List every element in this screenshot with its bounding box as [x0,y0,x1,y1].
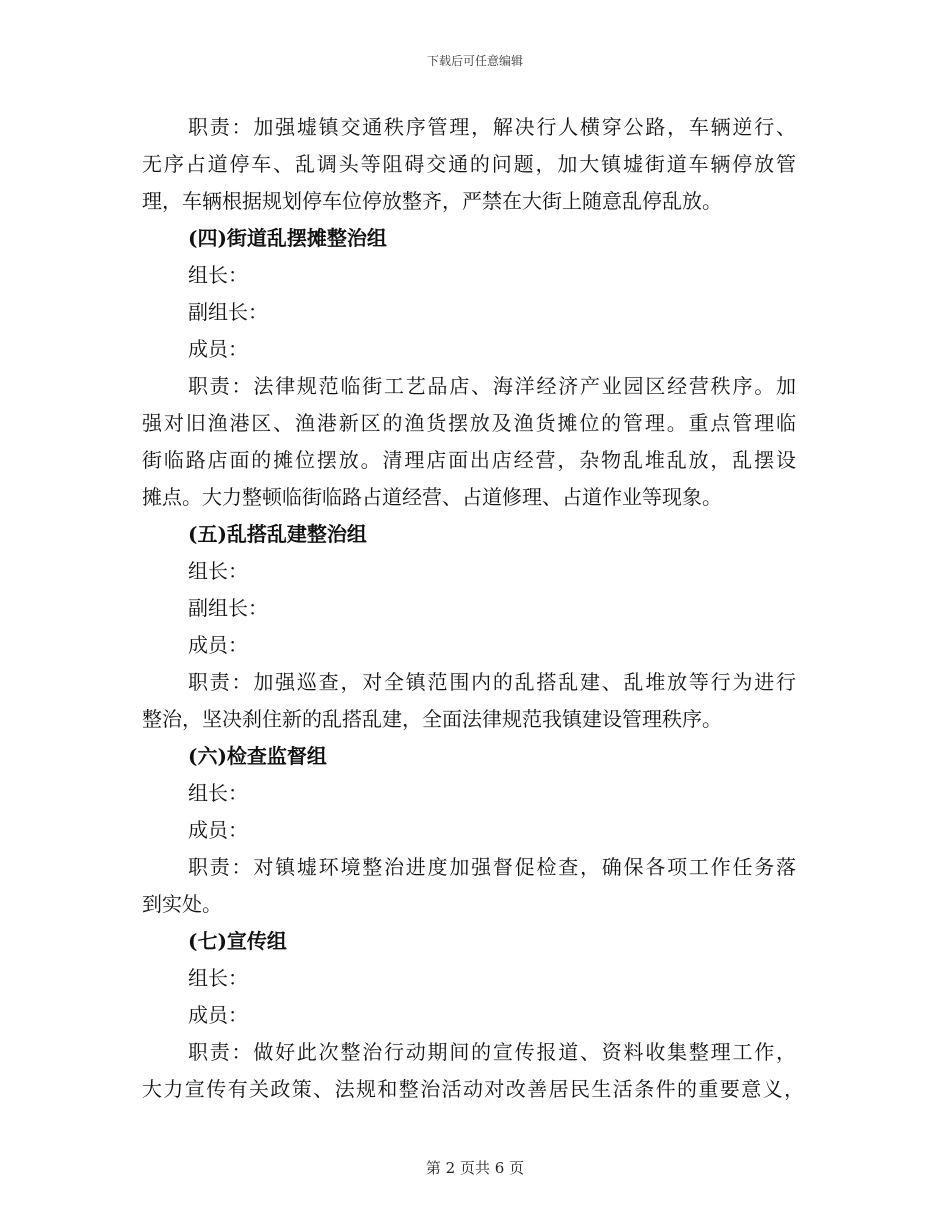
field-label: 成员： [188,633,248,657]
section-heading: (六)检查监督组 [188,744,327,768]
paragraph-line: 职责：对镇墟环境整治进度加强督促检查，确保各项工作任务落 [188,855,796,879]
paragraph-line: 强对旧渔港区、渔港新区的渔货摆放及渔货摊位的管理。重点管理临 [142,411,796,435]
field-label: 副组长： [188,596,268,620]
paragraph-line: 理，车辆根据规划停车位停放整齐，严禁在大街上随意乱停乱放。 [142,189,722,213]
field-label: 组长： [188,781,248,805]
field-label: 成员： [188,818,248,842]
section-heading: (五)乱搭乱建整治组 [188,522,367,546]
paragraph-line: 大力宣传有关政策、法规和整治活动对改善居民生活条件的重要意义， [142,1077,804,1101]
field-label: 组长： [188,263,248,287]
paragraph-line: 整治，坚决刹住新的乱搭乱建，全面法律规范我镇建设管理秩序。 [142,707,722,731]
paragraph-line: 职责：做好此次整治行动期间的宣传报道、资料收集整理工作， [188,1040,796,1064]
section-heading: (七)宣传组 [188,929,287,953]
paragraph-line: 职责：加强墟镇交通秩序管理，解决行人横穿公路，车辆逆行、 [188,115,796,139]
paragraph-line: 职责：加强巡查，对全镇范围内的乱搭乱建、乱堆放等行为进行 [188,670,796,694]
field-label: 成员： [188,337,248,361]
paragraph-line: 街临路店面的摊位摆放。清理店面出店经营，杂物乱堆乱放，乱摆设 [142,448,796,472]
field-label: 副组长： [188,300,268,324]
page-footer: 第 2 页共 6 页 [425,1159,525,1177]
paragraph-line: 摊点。大力整顿临街临路占道经营、占道修理、占道作业等现象。 [142,485,722,509]
field-label: 组长： [188,966,248,990]
paragraph-line: 无序占道停车、乱调头等阻碍交通的问题，加大镇墟街道车辆停放管 [142,152,796,176]
field-label: 组长： [188,559,248,583]
paragraph-line: 到实处。 [142,892,222,916]
paragraph-line: 职责：法律规范临街工艺品店、海洋经济产业园区经营秩序。加 [188,374,796,398]
field-label: 成员： [188,1003,248,1027]
section-heading: (四)街道乱摆摊整治组 [188,226,387,250]
page-header: 下载后可任意编辑 [426,54,523,68]
